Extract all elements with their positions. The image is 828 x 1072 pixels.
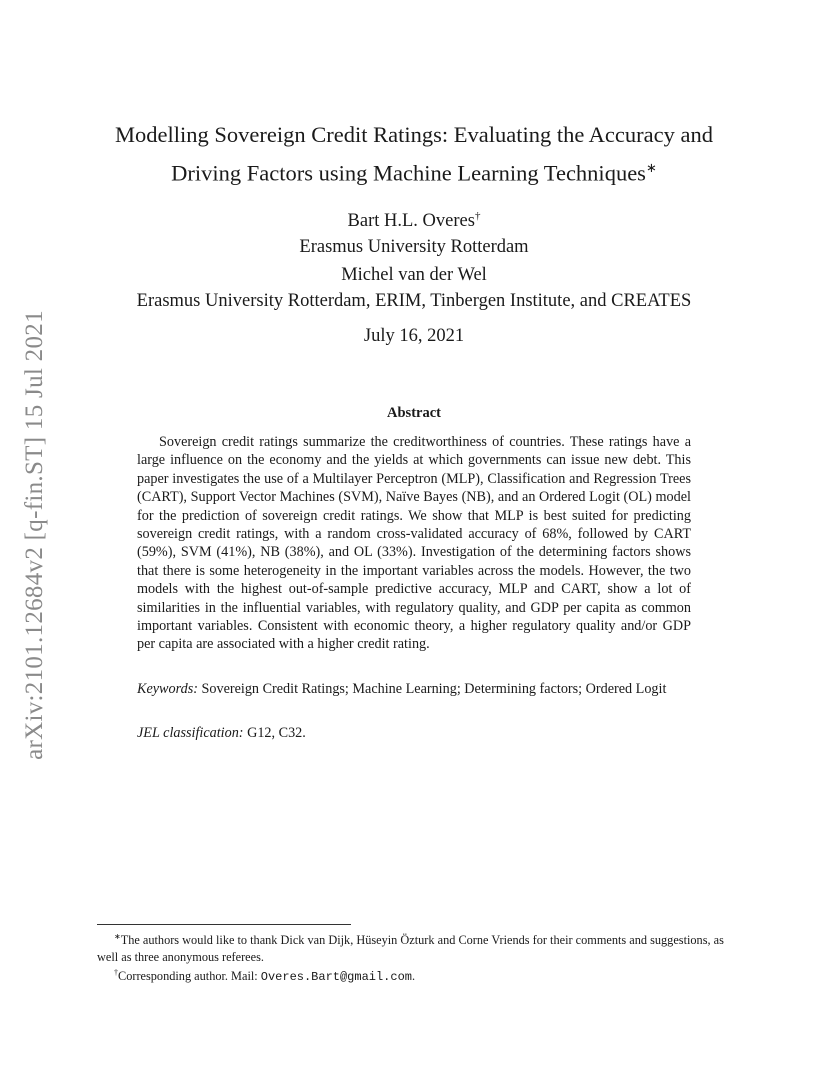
footnote-2-text: Corresponding author. Mail: — [118, 969, 261, 984]
title-line-1: Modelling Sovereign Credit Ratings: Evaluating the Accuracy and — [115, 122, 713, 147]
footnote-1-text: The authors would like to thank Dick van Dijk, Hüseyin Özturk and Corne Vriends for their comments and suggestions, as well as three anonymous referees. — [97, 933, 724, 964]
jel-classification — [137, 724, 691, 742]
title-footnote-marker: ∗ — [645, 160, 657, 175]
author-name-1 — [40, 203, 788, 234]
author-footnote-marker: † — [474, 210, 481, 222]
footnotes — [97, 929, 737, 986]
jel-label: JEL classification: — [137, 725, 244, 741]
footnote-2 — [97, 965, 737, 986]
author-email-link[interactable]: Overes.Bart@gmail.com — [260, 970, 412, 985]
author-name-1-text: Bart H.L. Overes — [347, 211, 475, 232]
author-name-2: Michel van der Wel — [341, 265, 487, 285]
abstract-text: Sovereign credit ratings summarize the creditworthiness of countries. These ratings have a large influence on the economy and the yields at which governments can issue new debt. This paper investigates the use of a Multilayer Perceptron (MLP), Classification and Regression Trees (CART), Support Vector Machines (SVM), Naïve Bayes (NB), and an Ordered Logit (OL) model for the prediction of sovereign credit ratings. We show that MLP is best suited for predicting sovereign credit ratings, with a random cross-validated accuracy of 68%, followed by CART (59%), SVM (41%), NB (38%), and OL (33%). Investigation of the determining factors shows that there is some heterogeneity in the important variables across the models. However, the two models with the highest out-of-sample predictive accuracy, MLP and CART, show a lot of similarities in the influential variables, with regulatory quality, and GDP per capita as common important variables. Consistent with economic theory, a higher regulatory quality and/or GDP per capita are associated with a higher credit rating. — [137, 434, 691, 653]
paper-title — [60, 118, 768, 190]
jel-text: G12, C32. — [247, 725, 306, 741]
keywords-text: Sovereign Credit Ratings; Machine Learning; Determining factors; Ordered Logit — [201, 681, 667, 697]
title-line-2 — [60, 151, 768, 190]
paper-date: July 16, 2021 — [363, 326, 465, 346]
footnote-1-marker: ∗ — [114, 932, 121, 941]
footnote-divider — [97, 924, 351, 925]
keywords-label: Keywords: — [137, 681, 198, 697]
keywords — [137, 680, 691, 698]
author-block-2 — [40, 262, 788, 314]
footnote-2-suffix: . — [412, 969, 416, 984]
author-block-1 — [40, 203, 788, 260]
footnote-2-marker: † — [114, 968, 118, 978]
author-affiliation-1: Erasmus University Rotterdam — [299, 237, 529, 258]
author-affiliation-2: Erasmus University Rotterdam, ERIM, Tinbergen Institute, and CREATES — [136, 291, 692, 311]
arxiv-identifier: arXiv:2101.12684v2 [q-fin.ST] 15 Jul 2021 — [21, 310, 48, 760]
footnote-1 — [97, 929, 737, 965]
abstract-heading: Abstract — [387, 405, 441, 421]
title-line-2-text: Driving Factors using Machine Learning Techniques — [171, 160, 646, 186]
